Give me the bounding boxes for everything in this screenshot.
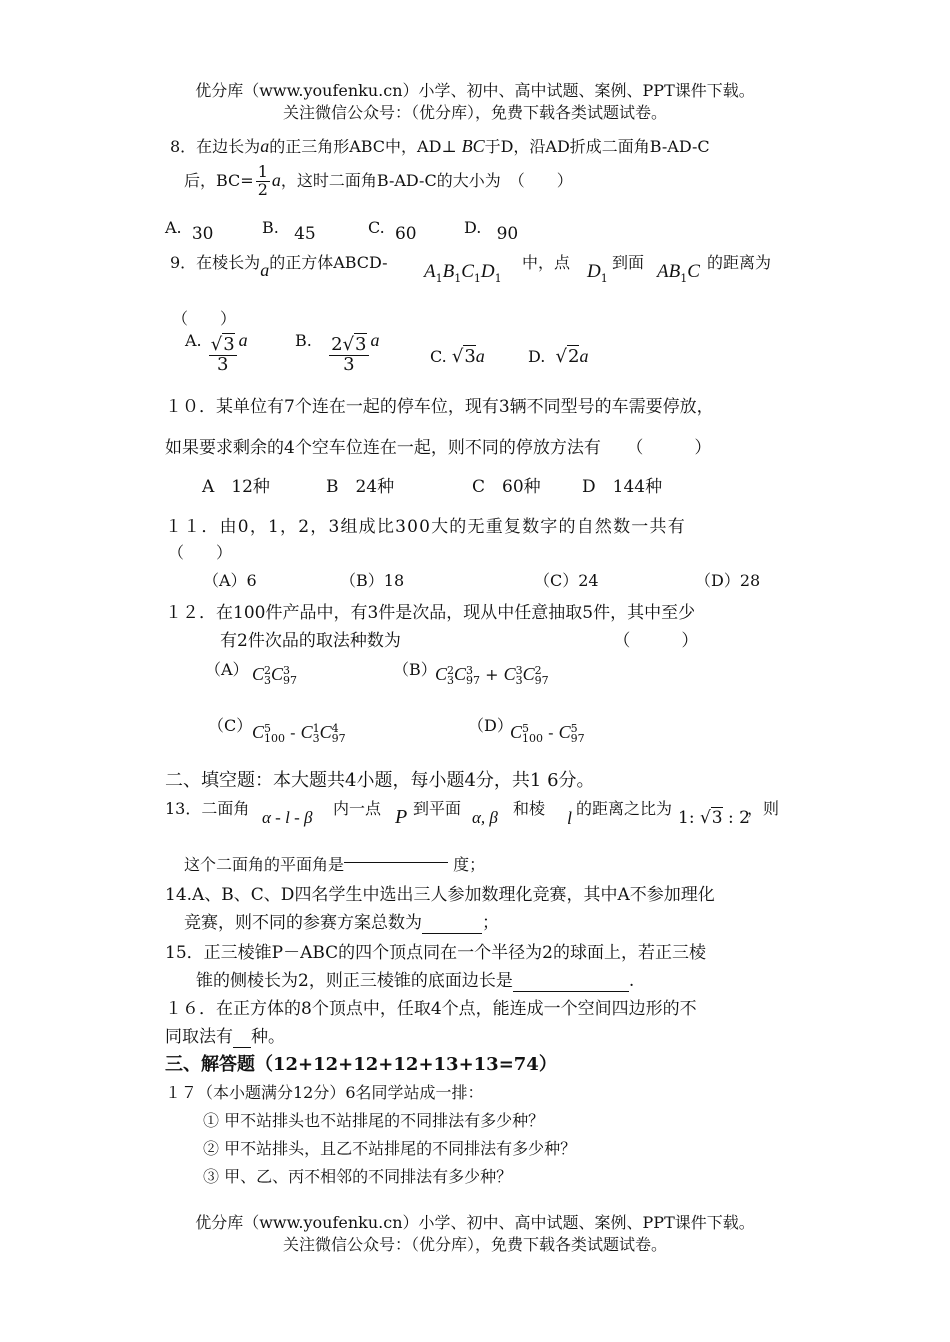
question-9-paren: （ ） — [172, 309, 237, 328]
question-13-line-2: 这个二面角的平面角是 度； — [184, 855, 486, 874]
question-13-text-6: ，则 — [747, 799, 780, 818]
question-12-line-1: １２．在100件产品中，有3件是次品，现从中任意抽取5件，其中至少 — [165, 603, 696, 623]
question-16-line-1: １６．在正方体的8个顶点中，任取4个点，能连成一个空间四边形的不 — [165, 999, 697, 1019]
question-15-line-1: 15．正三棱锥P－ABC的四个顶点同在一个半径为2的球面上，若正三棱 — [165, 943, 706, 963]
question-14-line-2: 竞赛，则不同的参赛方案总数为 ； — [184, 913, 499, 933]
question-8-option-b: B. 45 — [262, 218, 316, 244]
question-16-line-2: 同取法有 种。 — [165, 1027, 285, 1047]
question-10-option-a: A 12种 — [202, 477, 270, 497]
question-11-option-b: （B）18 — [340, 571, 405, 590]
question-11-option-d: （D）28 — [695, 571, 761, 590]
question-15-line-2: 锥的侧棱长为2，则正三棱锥的底面边长是 . — [196, 971, 635, 991]
question-14-line-1: 14.A、B、C、D四名学生中选出三人参加数理化竞赛，其中A不参加理化 — [165, 885, 715, 905]
question-17-item-2: ② 甲不站排头，且乙不站排尾的不同排法有多少种？ — [203, 1139, 577, 1158]
fraction-one-half: $\frac{1}{2}$ — [257, 162, 268, 199]
dihedral-angle-alpha-l-beta: α - l - β — [262, 808, 313, 827]
question-12-line-2: 有2件次品的取法种数为 （ ） — [220, 631, 699, 651]
header-line-1: 优分库（www.youfenku.cn）小学、初中、高中试题、案例、PPT课件下载。 — [195, 81, 755, 100]
footer-line-2: 关注微信公众号：（优分库），免费下载各类试题试卷。 — [282, 1235, 667, 1254]
question-9-option-d: D. √2a — [528, 346, 589, 367]
question-10-line-1: １０．某单位有7个连在一起的停车位，现有3辆不同型号的车需要停放， — [165, 397, 714, 417]
question-11-line-1: １１．由0，1，2，3组成比300大的无重复数字的自然数一共有 — [165, 517, 686, 537]
question-13-text-3: 到平面 — [413, 799, 462, 818]
point-d1: $D_1$ — [587, 261, 608, 285]
question-13-text-2: 内一点 — [333, 799, 382, 818]
question-13-text-1: 13．二面角 — [165, 799, 250, 818]
question-13-text-5: 的距离之比为 — [576, 799, 673, 818]
footer-line-1: 优分库（www.youfenku.cn）小学、初中、高中试题、案例、PPT课件下载。 — [195, 1213, 755, 1232]
question-9-option-c: C. √3a — [430, 346, 485, 367]
question-10-line-2: 如果要求剩余的4个空车位连在一起，则不同的停放方法有 （ ） — [165, 438, 712, 458]
point-p: P — [395, 806, 408, 828]
question-11-option-c: （C）24 — [534, 571, 599, 590]
question-8-line-1: 8．在边长为a的正三角形ABC中，AD⊥ BC于D，沿AD折成二面角B-AD-C — [170, 136, 710, 156]
question-10-option-b: B 24种 — [326, 477, 395, 497]
question-11-option-a: （A）6 — [203, 571, 257, 590]
question-17-line-1: １７（本小题满分12分）6名同学站成一排： — [165, 1083, 484, 1102]
question-8-option-d: D. 90 — [464, 218, 519, 244]
question-9-option-a: A. $\frac{√3}{3}$ a — [185, 329, 248, 375]
plane-ab1c: $AB_1C$ — [657, 261, 700, 285]
question-12-label-a: （A） — [205, 660, 249, 679]
header-line-2: 关注微信公众号：（优分库），免费下载各类试题试卷。 — [282, 103, 667, 122]
question-12-label-b: （B） — [393, 660, 437, 679]
question-8-option-c: C. 60 — [368, 218, 417, 244]
cube-top-face-a1b1c1d1: $A_1B_1C_1D_1$ — [424, 261, 502, 285]
section-2-title: 二、填空题：本大题共4小题，每小题4分，共1 6分。 — [165, 770, 595, 791]
question-11-paren: （ ） — [168, 543, 233, 562]
question-10-option-c: C 60种 — [472, 477, 541, 497]
question-13-text-4: 和棱 — [513, 799, 546, 818]
question-17-item-1: ① 甲不站排头也不站排尾的不同排法有多少种？ — [203, 1111, 545, 1130]
question-9-option-b: B. $\frac{2√3}{3}$ a — [295, 329, 380, 375]
question-9-text-face: 到面 — [612, 253, 645, 272]
section-3-title: 三、解答题（12+12+12+12+13+13=74） — [165, 1054, 557, 1075]
distance-ratio: 1: √3 : 2 — [678, 808, 750, 828]
question-17-item-3: ③ 甲、乙、丙不相邻的不同排法有多少种？ — [203, 1167, 513, 1186]
question-9-line-1: 9．在棱长为a的正方体ABCD- — [170, 253, 388, 280]
question-9-text-middle: 中，点 — [522, 253, 571, 272]
question-8-option-a: A. 30 — [165, 218, 214, 244]
question-12-option-a-formula: C 2 3 C 3 97 — [252, 663, 298, 687]
question-9-text-distance: 的距离为 — [707, 253, 772, 272]
question-12-option-d-formula: C 5 100 - C 5 97 — [510, 721, 585, 745]
question-12-label-c: （C） — [208, 716, 253, 735]
edge-l: l — [567, 808, 573, 828]
planes-alpha-beta: α, β — [472, 808, 498, 827]
question-10-option-d: D 144种 — [582, 477, 663, 497]
question-8-line-2: 后，BC= $\frac{1}{2}$ a，这时二面角B-AD-C的大小为 （ ） — [184, 162, 573, 199]
question-12-label-d: （D） — [468, 716, 513, 735]
question-12-option-b-formula: C 2 3 C 3 97 + C 3 3 C 2 97 — [435, 663, 549, 687]
question-12-option-c-formula: C 5 100 - C 1 3 C 4 97 — [252, 721, 346, 745]
